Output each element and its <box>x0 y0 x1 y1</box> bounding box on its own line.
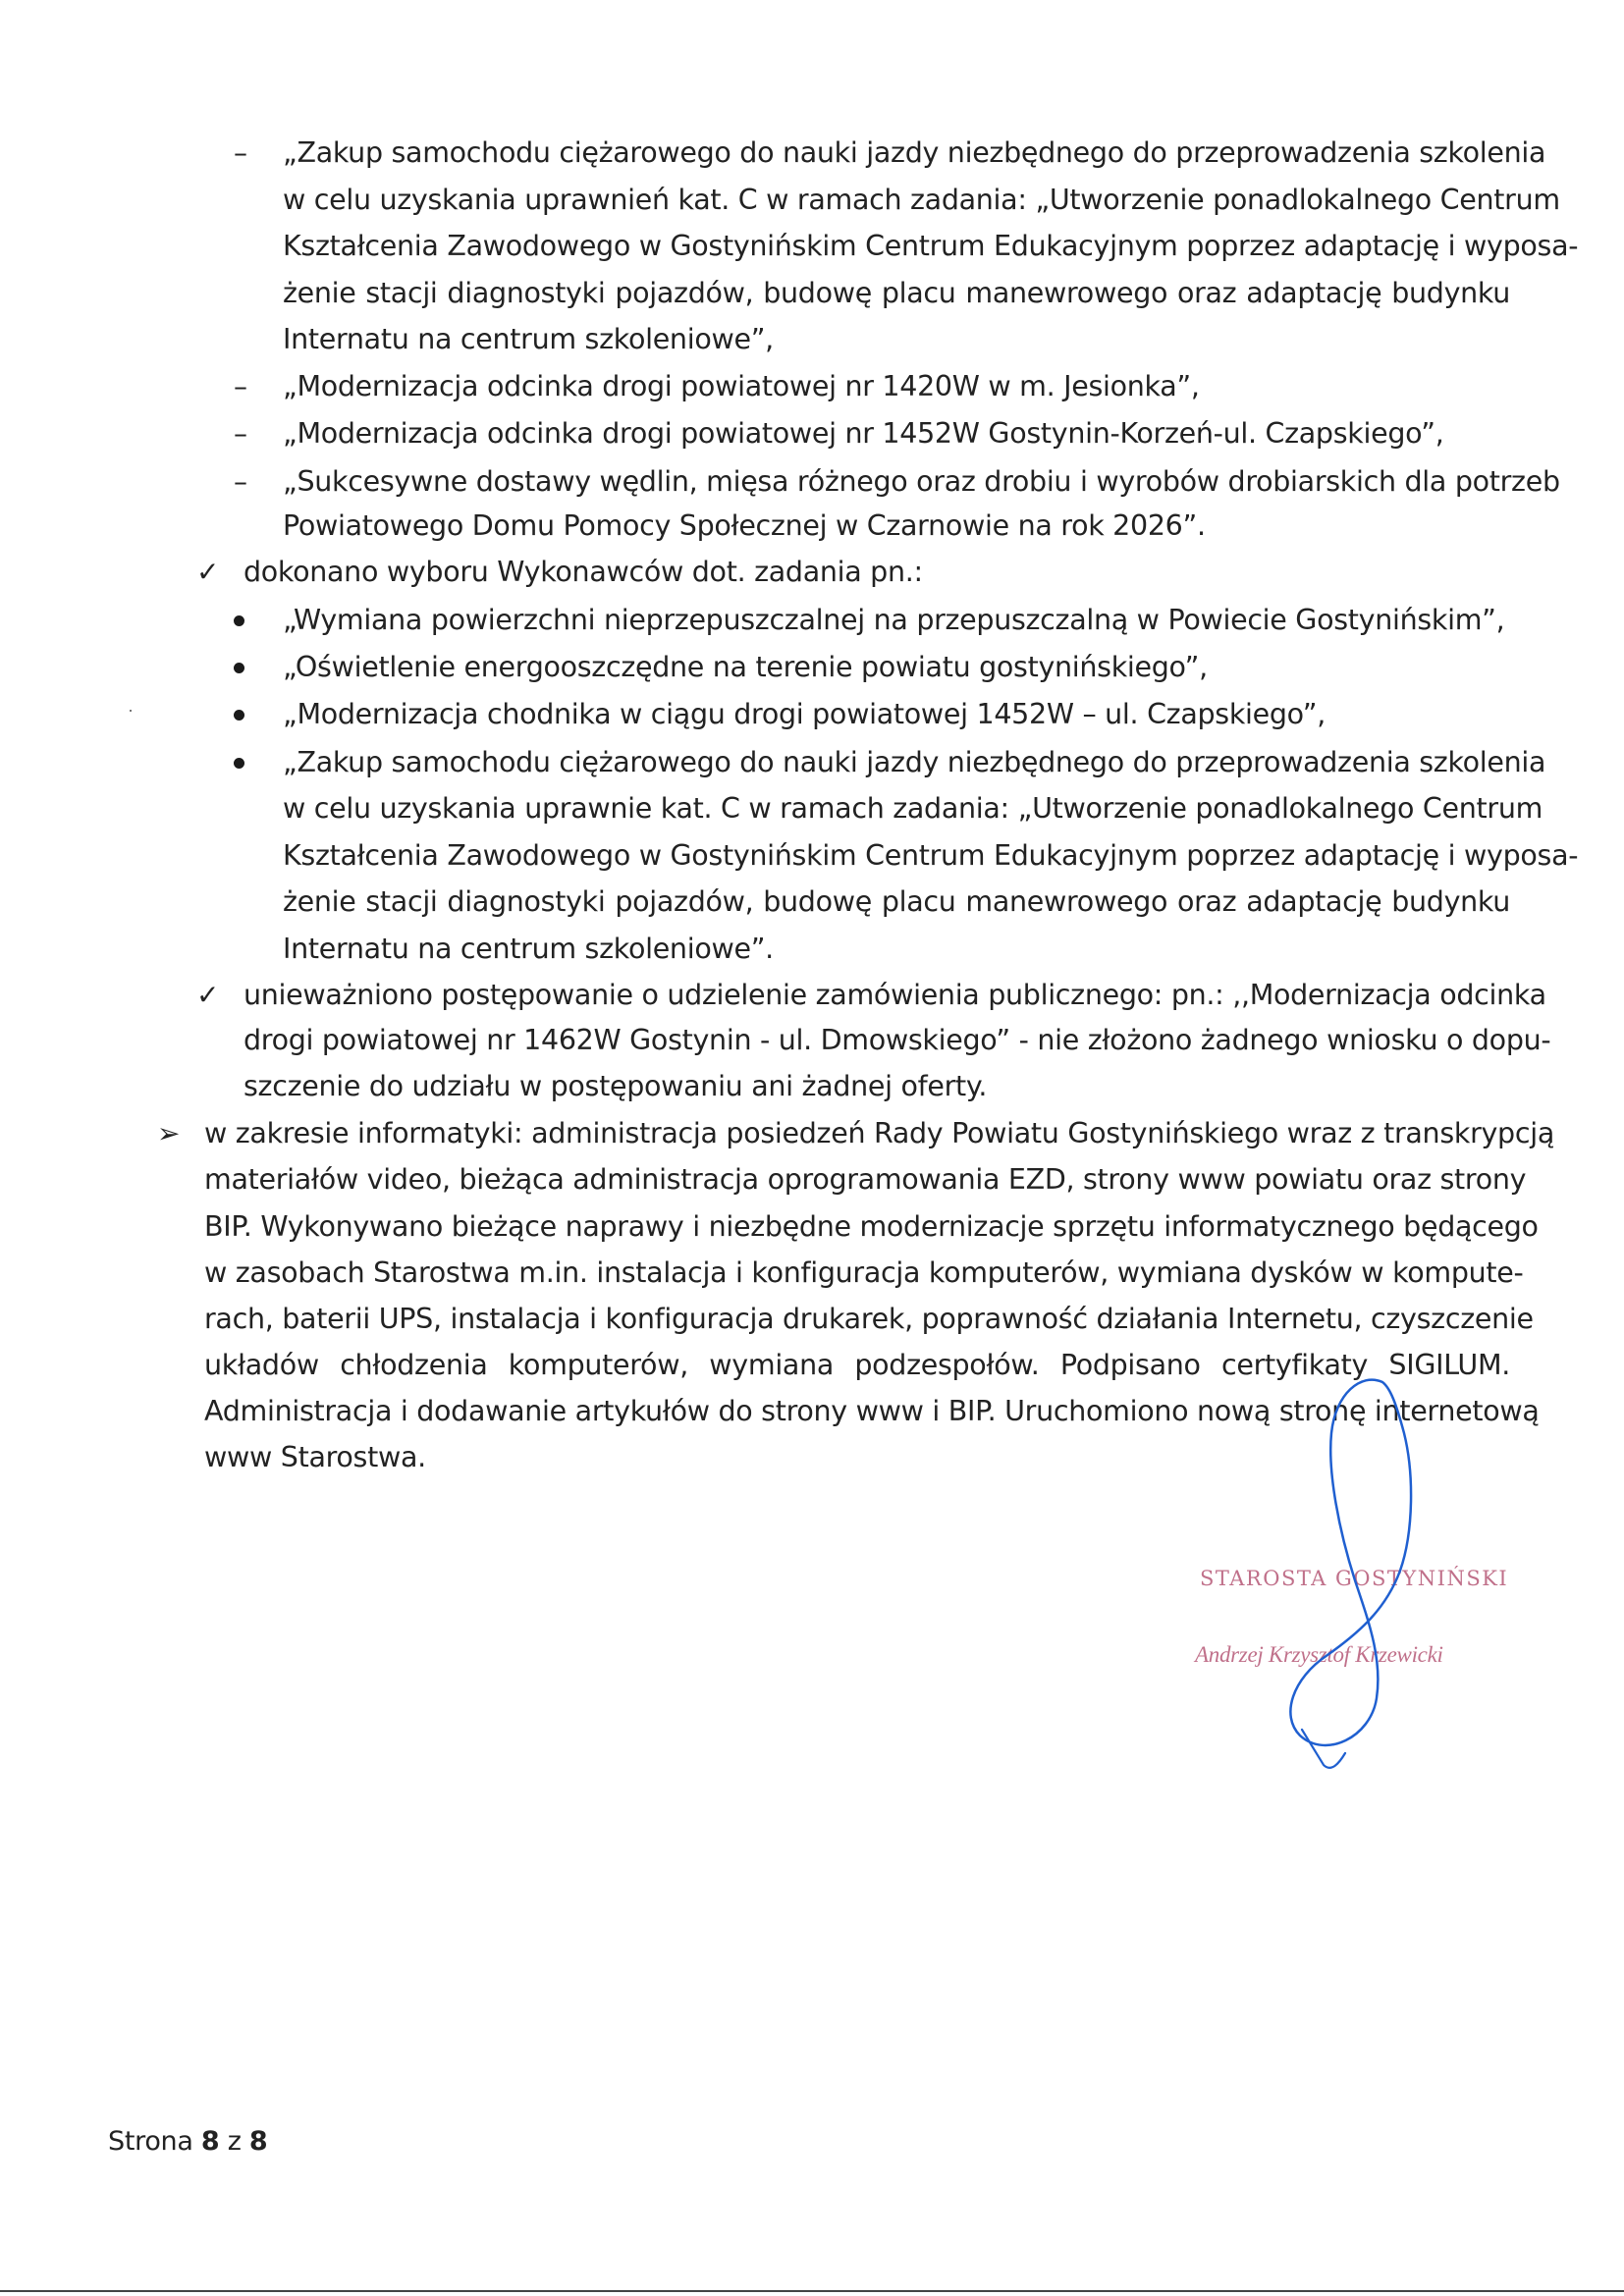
text-line: „Modernizacja odcinka drogi powiatowej nr 1452W Gostynin-Korzeń-ul. Czapskiego”, <box>283 417 1444 450</box>
bottom-rule <box>0 2290 1624 2292</box>
text-line: „Wymiana powierzchni nieprzepuszczalnej na przepuszczalną w Powiecie Gostynińskim”, <box>283 604 1505 636</box>
text-line: Kształcenia Zawodowego w Gostynińskim Centrum Edukacyjnym poprzez adaptację i wyposa- <box>283 839 1579 872</box>
text-line: „Modernizacja chodnika w ciągu drogi powiatowej 1452W – ul. Czapskiego”, <box>283 698 1326 730</box>
text-line: w zakresie informatyki: administracja posiedzeń Rady Powiatu Gostynińskiego wraz z transkrypcją <box>204 1117 1555 1149</box>
dash-marker: – <box>234 136 247 169</box>
text-line: żenie stacji diagnostyki pojazdów, budowę placu manewrowego oraz adaptację budynku <box>283 277 1510 309</box>
text-line: materiałów video, bieżąca administracja oprogramowania EZD, strony www powiatu oraz strony <box>204 1163 1527 1196</box>
bullet-marker <box>234 710 244 721</box>
text-line: układów chłodzenia komputerów, wymiana podzespołów. Podpisano certyfikaty SIGILUM. <box>204 1349 1510 1381</box>
dash-marker: – <box>234 370 247 402</box>
bullet-marker <box>234 615 244 626</box>
text-line: unieważniono postępowanie o udzielenie zamówienia publicznego: pn.: ,,Modernizacja odcinka <box>244 979 1546 1011</box>
text-line: Internatu na centrum szkoleniowe”, <box>283 323 774 355</box>
text-line: „Zakup samochodu ciężarowego do nauki jazdy niezbędnego do przeprowadzenia szkolenia <box>283 136 1546 169</box>
text-line: BIP. Wykonywano bieżące naprawy i niezbędne modernizacje sprzętu informatycznego będącego <box>204 1210 1539 1243</box>
signature-stroke <box>1290 1380 1411 1745</box>
scan-speck <box>130 710 132 712</box>
signature-tail <box>1302 1730 1345 1768</box>
signature-image <box>1267 1364 1424 1777</box>
text-line: żenie stacji diagnostyki pojazdów, budowę placu manewrowego oraz adaptację budynku <box>283 885 1510 918</box>
text-line: Internatu na centrum szkoleniowe”. <box>283 933 774 965</box>
check-marker: ✓ <box>196 979 220 1011</box>
stamp-name: Andrzej Krzysztof Krzewicki <box>1195 1642 1443 1667</box>
text-line: www Starostwa. <box>204 1441 426 1473</box>
bullet-marker <box>234 663 244 673</box>
check-marker: ✓ <box>196 556 220 588</box>
text-line: „Sukcesywne dostawy wędlin, mięsa różnego oraz drobiu i wyrobów drobiarskich dla potrzeb <box>283 465 1560 498</box>
text-line: w celu uzyskania uprawnie kat. C w ramach zadania: „Utworzenie ponadlokalnego Centrum <box>283 792 1543 825</box>
text-line: dokonano wyboru Wykonawców dot. zadania pn.: <box>244 556 923 588</box>
arrow-marker: ➢ <box>157 1117 181 1149</box>
text-line: Powiatowego Domu Pomocy Społecznej w Czarnowie na rok 2026”. <box>283 509 1206 542</box>
footer-current: 8 <box>200 2126 220 2157</box>
footer-total: 8 <box>248 2126 268 2157</box>
dash-marker: – <box>234 417 247 450</box>
dash-marker: – <box>234 465 247 498</box>
footer-sep: z <box>219 2126 249 2157</box>
text-line: Kształcenia Zawodowego w Gostynińskim Centrum Edukacyjnym poprzez adaptację i wyposa- <box>283 230 1579 262</box>
footer-prefix: Strona <box>108 2126 201 2157</box>
text-line: drogi powiatowej nr 1462W Gostynin - ul. Dmowskiego” - nie złożono żadnego wniosku o dopu- <box>244 1024 1551 1056</box>
bullet-marker <box>234 758 244 769</box>
text-line: w zasobach Starostwa m.in. instalacja i konfiguracja komputerów, wymiana dysków w kompute- <box>204 1256 1524 1289</box>
text-line: w celu uzyskania uprawnień kat. C w ramach zadania: „Utworzenie ponadlokalnego Centrum <box>283 184 1560 216</box>
text-line: rach, baterii UPS, instalacja i konfiguracja drukarek, poprawność działania Internetu, czyszczenie <box>204 1303 1534 1335</box>
text-line: Administracja i dodawanie artykułów do strony www i BIP. Uruchomiono nową stronę internetową <box>204 1395 1540 1427</box>
text-line: „Oświetlenie energooszczędne na terenie powiatu gostynińskiego”, <box>283 651 1208 683</box>
text-line: „Zakup samochodu ciężarowego do nauki jazdy niezbędnego do przeprowadzenia szkolenia <box>283 746 1546 778</box>
text-line: „Modernizacja odcinka drogi powiatowej nr 1420W w m. Jesionka”, <box>283 370 1200 402</box>
page-number <box>108 2120 267 2163</box>
text-line: szczenie do udziału w postępowaniu ani żadnej oferty. <box>244 1070 988 1102</box>
stamp-title: STAROSTA GOSTYNIŃSKI <box>1200 1567 1509 1590</box>
